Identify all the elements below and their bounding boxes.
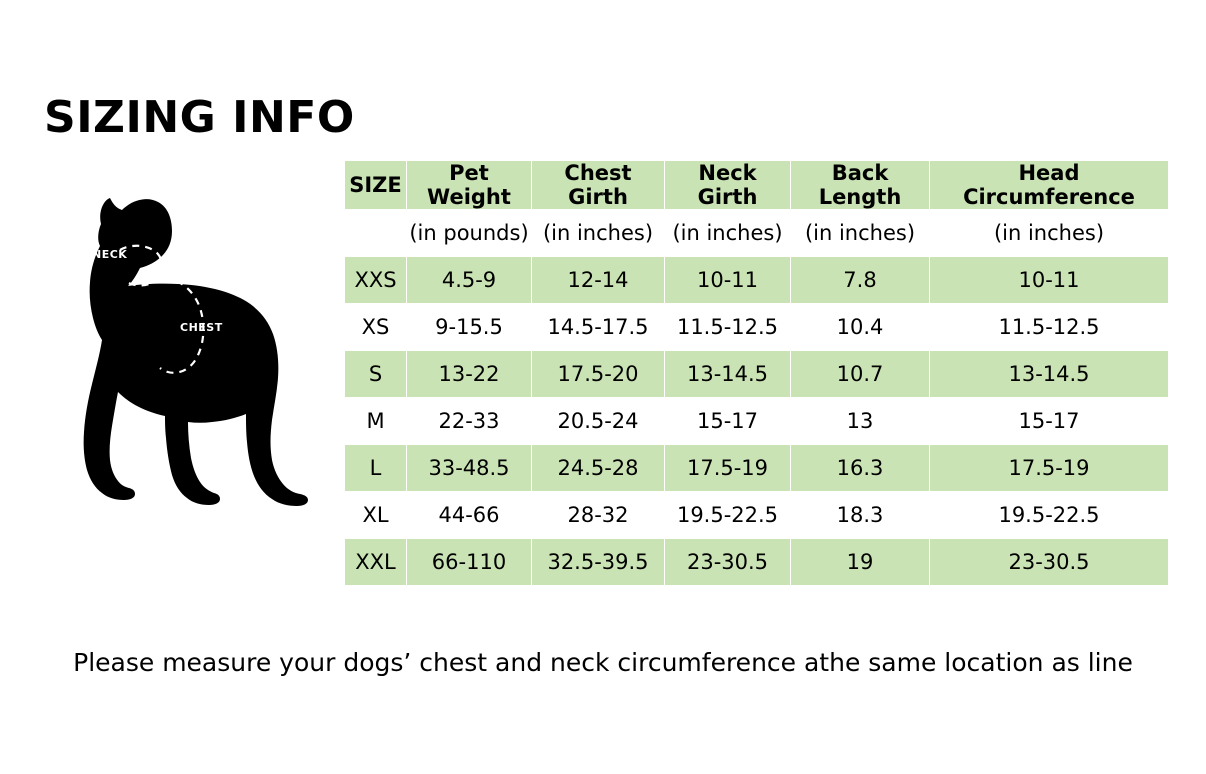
cell-neck-girth: 17.5-19 bbox=[665, 445, 791, 492]
unit-pet-weight: (in pounds) bbox=[407, 210, 532, 257]
cell-chest-girth: 28-32 bbox=[532, 492, 665, 539]
column-header-chest-girth: Chest Girth bbox=[532, 161, 665, 210]
cell-neck-girth: 15-17 bbox=[665, 398, 791, 445]
cell-head-circumference: 15-17 bbox=[930, 398, 1169, 445]
dog-silhouette-icon bbox=[52, 186, 322, 526]
table-row bbox=[345, 398, 1169, 445]
cell-head-circumference: 11.5-12.5 bbox=[930, 304, 1169, 351]
column-header-neck-girth: Neck Girth bbox=[665, 161, 791, 210]
column-header-back-length: Back Length bbox=[791, 161, 930, 210]
cell-pet-weight: 33-48.5 bbox=[407, 445, 532, 492]
cell-size: XS bbox=[345, 304, 407, 351]
column-header-size: SIZE bbox=[345, 161, 407, 210]
cell-pet-weight: 9-15.5 bbox=[407, 304, 532, 351]
cell-neck-girth: 10-11 bbox=[665, 257, 791, 304]
table-row bbox=[345, 351, 1169, 398]
cell-head-circumference: 23-30.5 bbox=[930, 539, 1169, 586]
table-row bbox=[345, 304, 1169, 351]
cell-back-length: 10.4 bbox=[791, 304, 930, 351]
cell-back-length: 10.7 bbox=[791, 351, 930, 398]
cell-chest-girth: 12-14 bbox=[532, 257, 665, 304]
table-row bbox=[345, 492, 1169, 539]
cell-pet-weight: 66-110 bbox=[407, 539, 532, 586]
table-row bbox=[345, 257, 1169, 304]
cell-back-length: 18.3 bbox=[791, 492, 930, 539]
cell-size: XXL bbox=[345, 539, 407, 586]
cell-back-length: 16.3 bbox=[791, 445, 930, 492]
chest-label: CHEST bbox=[180, 321, 223, 334]
cell-pet-weight: 44-66 bbox=[407, 492, 532, 539]
cell-size: S bbox=[345, 351, 407, 398]
cell-chest-girth: 17.5-20 bbox=[532, 351, 665, 398]
unit-size bbox=[345, 210, 407, 257]
cell-chest-girth: 20.5-24 bbox=[532, 398, 665, 445]
size-table bbox=[344, 160, 1169, 586]
cell-chest-girth: 14.5-17.5 bbox=[532, 304, 665, 351]
cell-size: M bbox=[345, 398, 407, 445]
cell-neck-girth: 19.5-22.5 bbox=[665, 492, 791, 539]
size-chart bbox=[344, 160, 1168, 586]
column-header-pet-weight: Pet Weight bbox=[407, 161, 532, 210]
cell-back-length: 13 bbox=[791, 398, 930, 445]
table-row bbox=[345, 539, 1169, 586]
cell-head-circumference: 17.5-19 bbox=[930, 445, 1169, 492]
cell-pet-weight: 4.5-9 bbox=[407, 257, 532, 304]
cell-neck-girth: 13-14.5 bbox=[665, 351, 791, 398]
column-header-head-circumference: Head Circumference bbox=[930, 161, 1169, 210]
dog-illustration bbox=[52, 186, 322, 526]
cell-neck-girth: 23-30.5 bbox=[665, 539, 791, 586]
cell-pet-weight: 22-33 bbox=[407, 398, 532, 445]
cell-size: XXS bbox=[345, 257, 407, 304]
cell-neck-girth: 11.5-12.5 bbox=[665, 304, 791, 351]
cell-pet-weight: 13-22 bbox=[407, 351, 532, 398]
table-header-row-units bbox=[345, 210, 1169, 257]
cell-head-circumference: 10-11 bbox=[930, 257, 1169, 304]
unit-head-circumference: (in inches) bbox=[930, 210, 1169, 257]
unit-neck-girth: (in inches) bbox=[665, 210, 791, 257]
cell-head-circumference: 13-14.5 bbox=[930, 351, 1169, 398]
cell-size: L bbox=[345, 445, 407, 492]
cell-back-length: 19 bbox=[791, 539, 930, 586]
cell-head-circumference: 19.5-22.5 bbox=[930, 492, 1169, 539]
cell-chest-girth: 32.5-39.5 bbox=[532, 539, 665, 586]
measurement-instruction: Please measure your dogs’ chest and neck circumference athe same location as line bbox=[73, 648, 1133, 677]
table-row bbox=[345, 445, 1169, 492]
cell-chest-girth: 24.5-28 bbox=[532, 445, 665, 492]
page-title: SIZING INFO bbox=[44, 92, 355, 143]
unit-chest-girth: (in inches) bbox=[532, 210, 665, 257]
table-header-row-main bbox=[345, 161, 1169, 210]
cell-size: XL bbox=[345, 492, 407, 539]
neck-label: NECK bbox=[92, 248, 128, 261]
unit-back-length: (in inches) bbox=[791, 210, 930, 257]
cell-back-length: 7.8 bbox=[791, 257, 930, 304]
